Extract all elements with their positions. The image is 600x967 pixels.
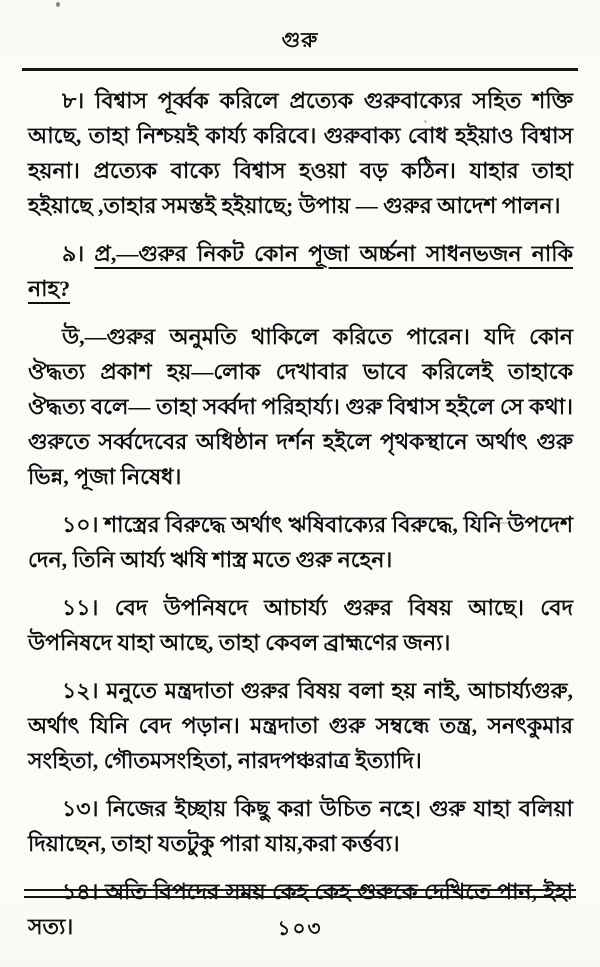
paragraph-12: ১২। মনুতে মন্ত্রদাতা গুরুর বিষয় বলা হয় নাই, আচার্য্যগুরু, অর্থাৎ যিনি বেদ পড়ান। মন্ত্রদাতা গুরু সম্বন্ধে তন্ত্র, সনৎকুমার সংহিতা, গৌতমসংহিতা, নারদপঞ্চরাত্র ইত্যাদি। [28,678,573,773]
paragraph-9-answer: উ,—গুরুর অনুমতি থাকিলে করিতে পারেন। যদি কোন ঔদ্ধত্য প্রকাশ হয়—লোক দেখাবার ভাবে করিলেই তাহাকে ঔদ্ধত্য বলে— তাহা সর্ব্বদা পরিহার্য্য। গুরু বিশ্বাস হইলে সে কথা। গুরুতে সর্ব্বদেবের অধিষ্ঠান দর্শন হইলে পৃথকস্থানে অর্থাৎ গুরু ভিন্ন, পূজা নিষেধ। [28,324,573,489]
scan-speck [424,120,427,123]
page-body [0,71,600,944]
paragraph-13: ১৩। নিজের ইচ্ছায় কিছু করা উচিত নহে। গুরু যাহা বলিয়া দিয়াছেন, তাহা যতটুকু পারা যায়,করা কর্ত্তব্য। [28,796,573,856]
paragraph-14: ১৪। অতি বিপদের সময় কেহ কেহ গুরুকে দেখিতে পান, ইহা সত্য। [28,879,573,939]
paragraph-11: ১১। বেদ উপনিষদে আচার্য্য গুরুর বিষয় আছে। বেদ উপনিষদে যাহা আছে, তাহা কেবল ব্রাহ্মণের জন্য। [28,595,573,655]
page-footer [0,889,600,967]
question-number: ৯। [62,241,95,266]
scan-speck [500,522,510,524]
paragraph-9-question [28,236,573,306]
running-title: গুরু [281,28,319,52]
question-text: প্র,—গুরুর নিকট কোন পূজা অর্চ্চনা সাধনভজন নাকি নাহ? [28,241,573,301]
page-number: ১০৩ [277,918,323,940]
paragraph-8: ৮। বিশ্বাস পূর্ব্বক করিলে প্রত্যেক গুরুবাক্যের সহিত শক্তি আছে, তাহা নিশ্চয়ই কার্য্য করিবে। গুরুবাক্য বোধ হইয়াও বিশ্বাস হয়না। প্রত্যেক বাক্যে বিশ্বাস হওয়া বড় কঠিন। যাহার তাহা হইয়াছে ,তাহার সমস্তই হইয়াছে; উপায় — গুরুর আদেশ পালন। [28,88,573,218]
page-header [0,0,600,71]
footer-rule [24,889,576,898]
scan-speck [56,2,60,7]
paragraph-10: ১০। শাস্ত্রের বিরুদ্ধে অর্থাৎ ঋষিবাক্যের বিরুদ্ধে, যিনি উপদেশ দেন, তিনি আর্য্য ঋষি শাস্ত্র মতে গুরু নহেন। [28,512,573,572]
